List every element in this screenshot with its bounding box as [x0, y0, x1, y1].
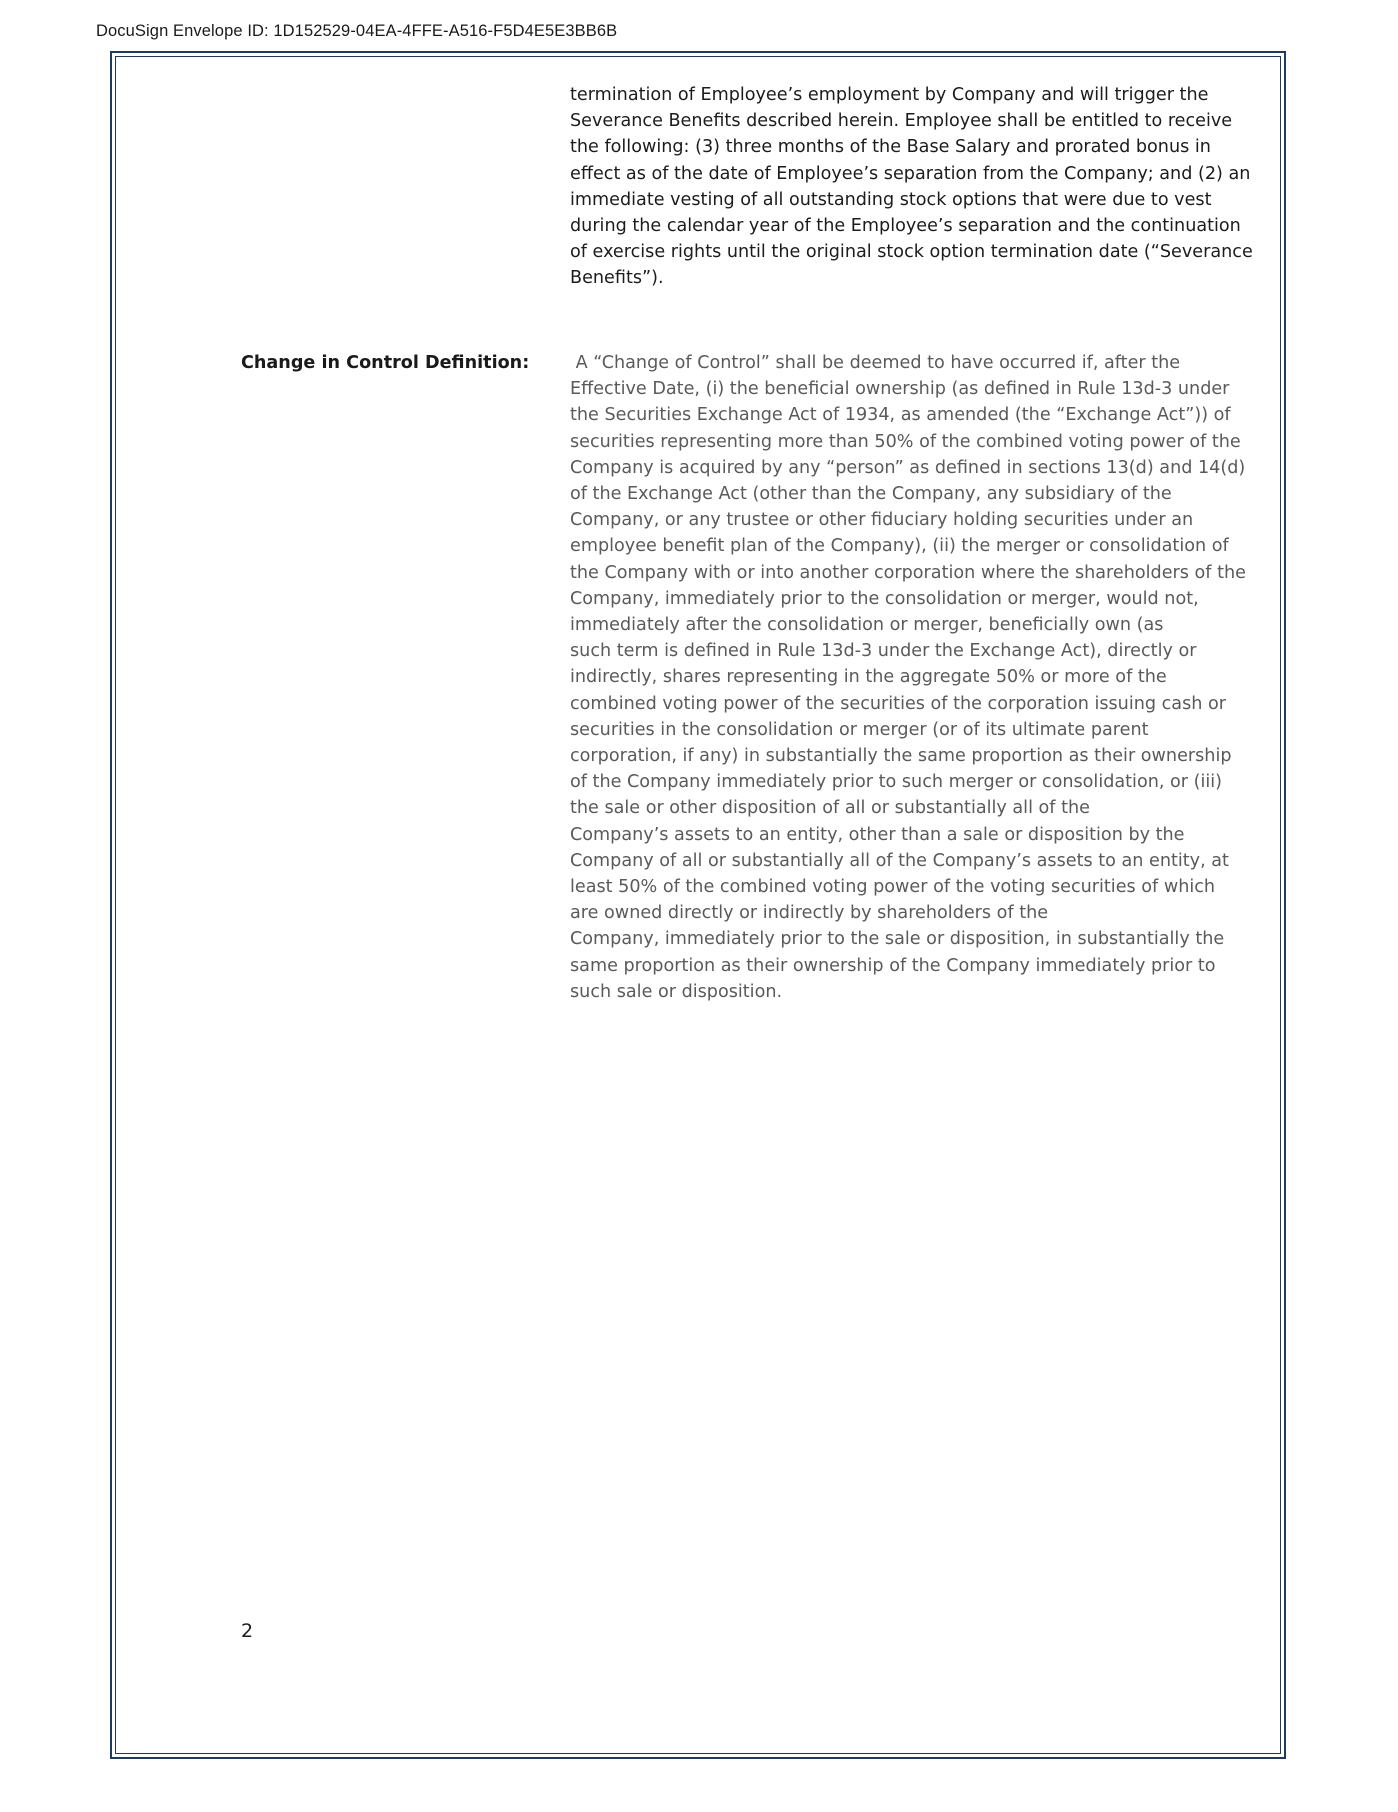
envelope-id: DocuSign Envelope ID: 1D152529-04EA-4FFE-A516-F5D4E5E3BB6B: [96, 22, 618, 40]
severance-benefits-paragraph: termination of Employee’s employment by Company and will trigger the Severance Benefits described herein. Employee shall be entitled to receive the following: (3) three months of the Base Salary and prorated bonus in effect as of the date of Employee’s separation from the Company; and (2) an immediate vesting of all outstanding stock options that were due to vest during the calendar year of the Employee’s separation and the continuation of exercise rights until the original stock option termination date (“Severance Benefits”).: [570, 85, 1253, 289]
page-number: 2: [241, 1620, 254, 1642]
change-in-control-paragraph: A “Change of Control” shall be deemed to have occurred if, after the Effective Date, (i) the beneficial ownership (as defined in Rule 13d-3 under the Securities Exchange Act of 1934, as amended (the “Exchange Act”)) of securities representing more than 50% of the combined voting power of the Company is acquired by any “person” as defined in sections 13(d) and 14(d) of the Exchange Act (other than the Company, any subsidiary of the Company, or any trustee or other fiduciary holding securities under an employee benefit plan of the Company), (ii) the merger or consolidation of the Company with or into another corporation where the shareholders of the Company, immediately prior to the consolidation or merger, would not, immediately after the consolidation or merger, beneficially own (as such term is defined in Rule 13d-3 under the Exchange Act), directly or indirectly, shares representing in the aggregate 50% or more of the combined voting power of the securities of the corporation issuing cash or securities in the consolidation or merger (or of its ultimate parent corporation, if any) in substantially the same proportion as their ownership of the Company immediately prior to such merger or consolidation, or (iii) the sale or other disposition of all or substantially all of the Company’s assets to an entity, other than a sale or disposition by the Company of all or substantially all of the Company’s assets to an entity, at least 50% of the combined voting power of the voting securities of which are owned directly or indirectly by shareholders of the Company, immediately prior to the sale or disposition, in substantially the same proportion as their ownership of the Company immediately prior to such sale or disposition.: [570, 353, 1246, 1002]
change-in-control-label: Change in Control Definition:: [241, 353, 530, 373]
